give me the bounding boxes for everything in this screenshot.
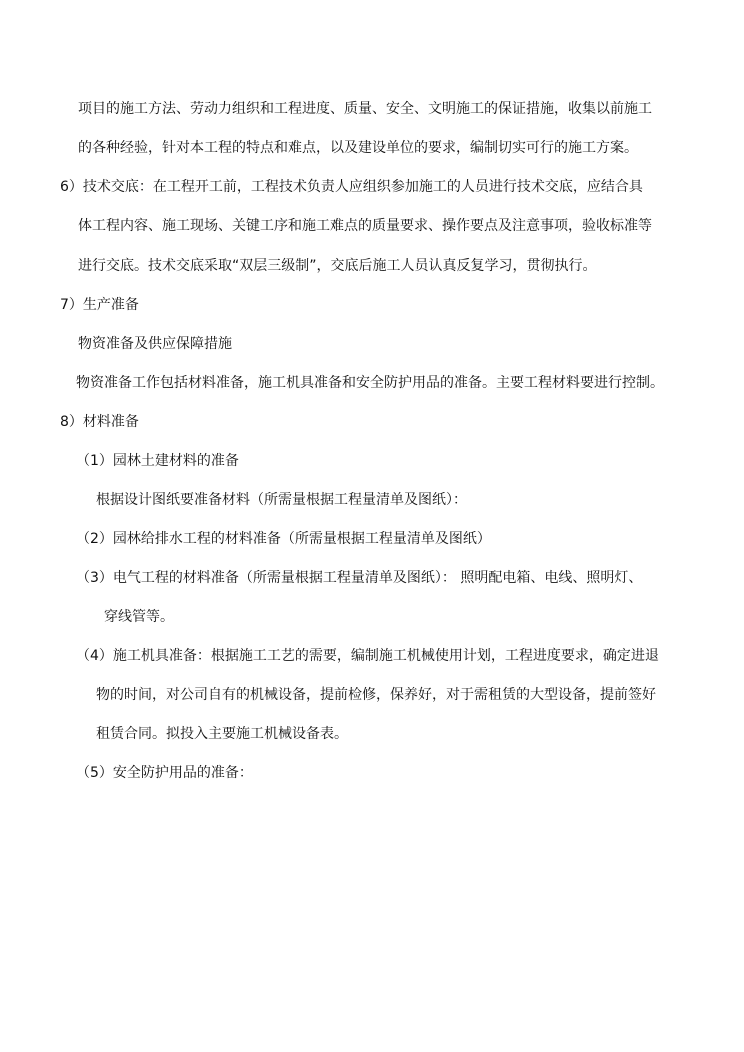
section-8-heading: 8）材料准备 — [60, 414, 139, 430]
list-item: （3）电气工程的材料准备（所需量根据工程量清单及图纸）： 照明配电箱、电线、照明灯、 — [76, 570, 643, 586]
list-item-detail: 根据设计图纸要准备材料（所需量根据工程量清单及图纸）： — [96, 492, 467, 508]
list-item: （4）施工机具准备：根据施工工艺的需要，编制施工机械使用计划，工程进度要求，确定进退 — [76, 648, 659, 664]
paragraph-line: 的各种经验，针对本工程的特点和难点，以及建设单位的要求，编制切实可行的施工方案。 — [78, 140, 638, 156]
section-7-heading: 7）生产准备 — [60, 297, 139, 313]
section-6-heading-line: 6）技术交底：在工程开工前，工程技术负责人应组织参加施工的人员进行技术交底，应结合具 — [60, 179, 643, 195]
list-item-continuation: 穿线管等。 — [104, 609, 174, 625]
list-item-continuation: 物的时间，对公司自有的机械设备，提前检修，保养好，对于需租赁的大型设备，提前签好 — [96, 687, 656, 703]
list-item: （1）园林土建材料的准备 — [76, 453, 239, 469]
subheading: 物资准备及供应保障措施 — [78, 336, 232, 352]
list-item-continuation: 租赁合同。拟投入主要施工机械设备表。 — [96, 726, 348, 742]
paragraph-line: 项目的施工方法、劳动力组织和工程进度、质量、安全、文明施工的保证措施，收集以前施工 — [78, 101, 652, 117]
paragraph-line: 进行交底。技术交底采取“双层三级制”，交底后施工人员认真反复学习，贯彻执行。 — [78, 258, 597, 274]
paragraph-line: 物资准备工作包括材料准备，施工机具准备和安全防护用品的准备。主要工程材料要进行控制。 — [76, 375, 664, 391]
list-item: （5）安全防护用品的准备： — [76, 765, 253, 781]
paragraph-line: 体工程内容、施工现场、关键工序和施工难点的质量要求、操作要点及注意事项，验收标准等 — [78, 218, 652, 234]
list-item: （2）园林给排水工程的材料准备（所需量根据工程量清单及图纸） — [76, 531, 491, 547]
